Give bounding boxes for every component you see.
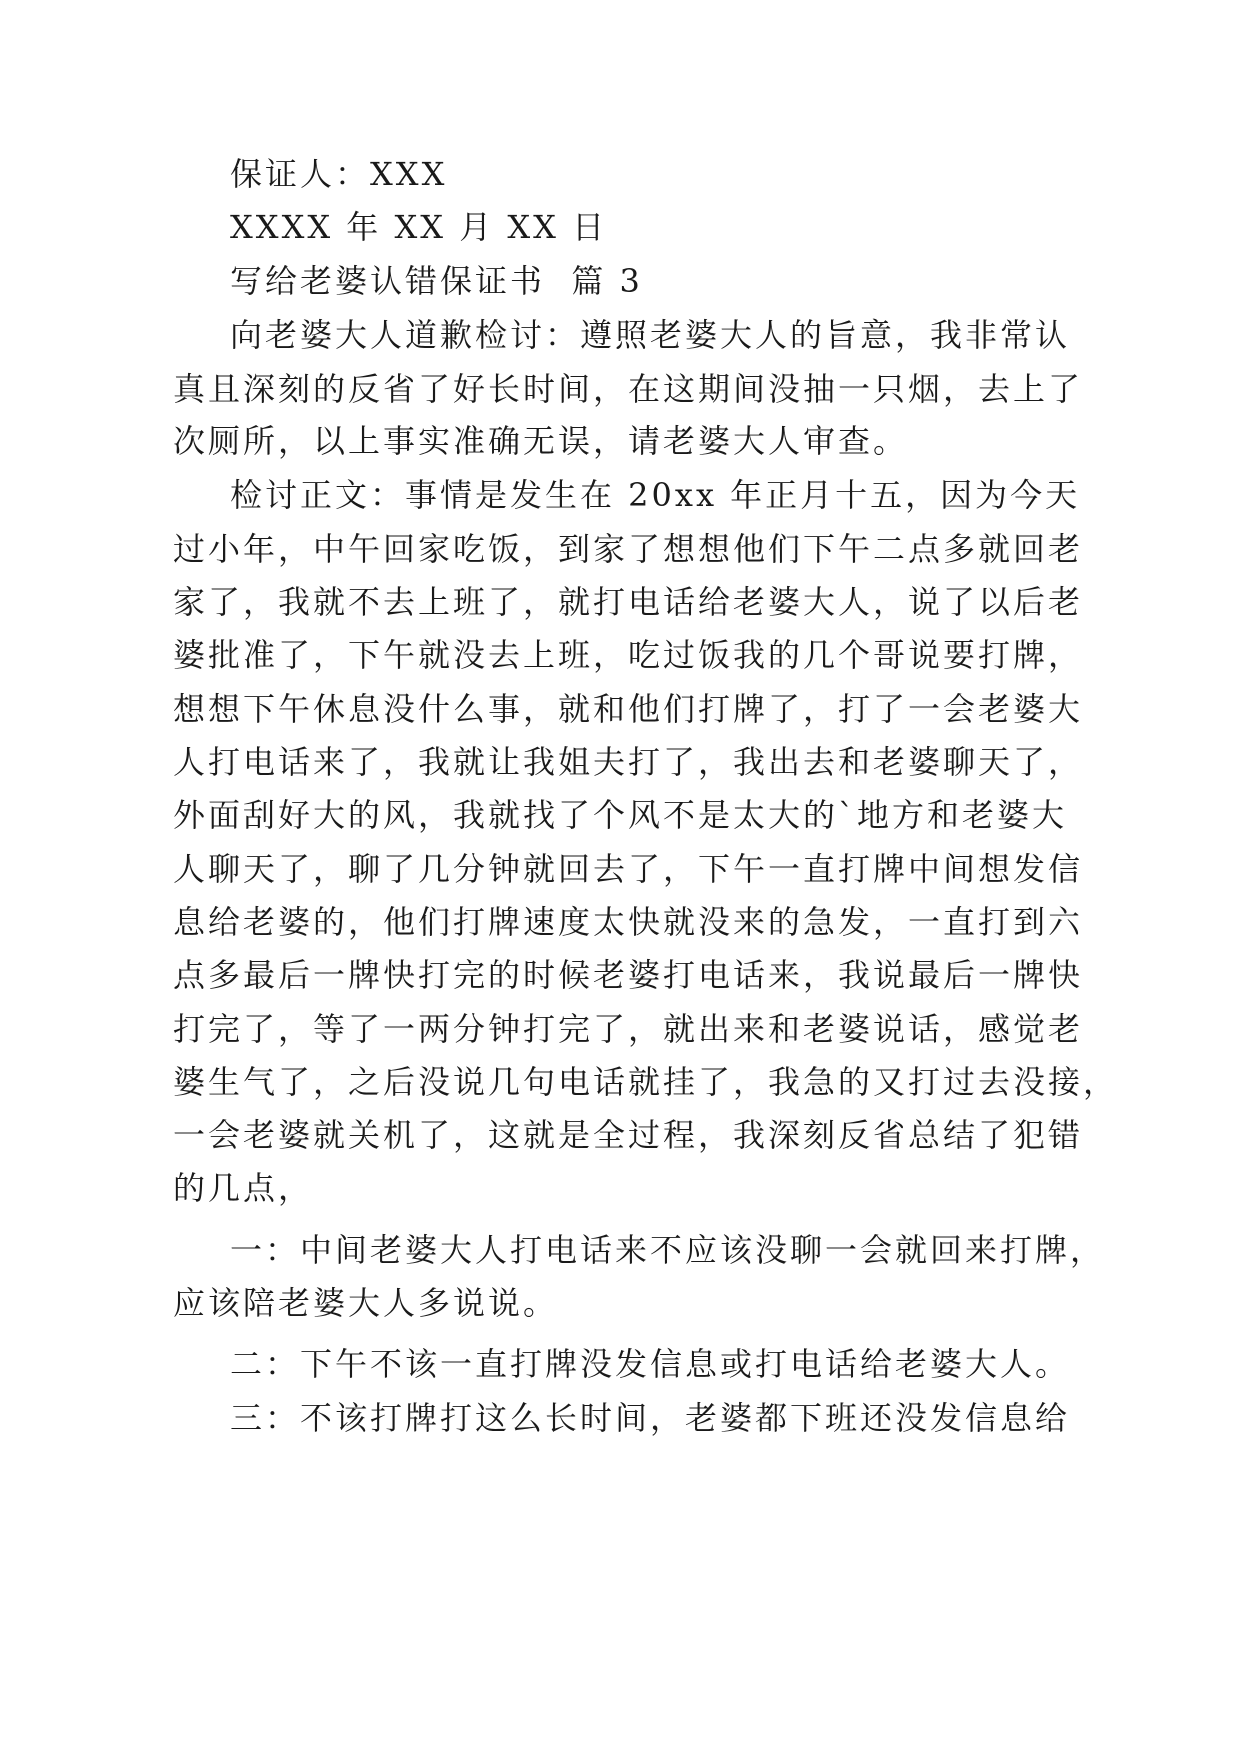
paragraph-line: 家了，我就不去上班了，就打电话给老婆大人，说了以后老 <box>173 583 1084 621</box>
paragraph-line: 息给老婆的，他们打牌速度太快就没来的急发，一直打到六 <box>173 903 1084 941</box>
paragraph-line: 的几点， <box>173 1169 314 1207</box>
paragraph-line: 检讨正文：事情是发生在 20xx 年正月十五，因为今天 <box>230 476 1081 514</box>
paragraph-line: 人打电话来了，我就让我姐夫打了，我出去和老婆聊天了， <box>173 743 1084 781</box>
paragraph-line: 婆生气了，之后没说几句电话就挂了，我急的又打过去没接， <box>173 1063 1119 1101</box>
section-title: 写给老婆认错保证书 篇 3 <box>230 262 643 300</box>
paragraph-line: 一会老婆就关机了，这就是全过程，我深刻反省总结了犯错 <box>173 1116 1084 1154</box>
paragraph-line: 过小年，中午回家吃饭，到家了想想他们下午二点多就回老 <box>173 530 1084 568</box>
list-item-two: 二：下午不该一直打牌没发信息或打电话给老婆大人。 <box>230 1345 1071 1383</box>
paragraph-line: 想想下午休息没什么事，就和他们打牌了，打了一会老婆大 <box>173 690 1084 728</box>
paragraph-line: 向老婆大人道歉检讨：遵照老婆大人的旨意，我非常认 <box>230 316 1071 354</box>
paragraph-line: 人聊天了，聊了几分钟就回去了，下午一直打牌中间想发信 <box>173 850 1084 888</box>
paragraph-line: 点多最后一牌快打完的时候老婆打电话来，我说最后一牌快 <box>173 956 1084 994</box>
paragraph-line: 打完了，等了一两分钟打完了，就出来和老婆说话，感觉老 <box>173 1010 1084 1048</box>
list-item-one: 一：中间老婆大人打电话来不应该没聊一会就回来打牌， <box>230 1231 1106 1269</box>
paragraph-line: 真且深刻的反省了好长时间，在这期间没抽一只烟，去上了 <box>173 370 1084 408</box>
list-item-three: 三：不该打牌打这么长时间，老婆都下班还没发信息给 <box>230 1399 1071 1437</box>
paragraph-line: 次厕所，以上事实准确无误，请老婆大人审查。 <box>173 422 909 460</box>
paragraph-line: 外面刮好大的风，我就找了个风不是太大的`地方和老婆大 <box>173 796 1068 834</box>
document-body <box>173 0 1119 1508</box>
guarantor-line: 保证人：XXX <box>230 155 448 193</box>
date-line: XXXX 年 XX 月 XX 日 <box>230 208 608 246</box>
paragraph-line: 婆批准了，下午就没去上班，吃过饭我的几个哥说要打牌， <box>173 636 1084 674</box>
list-item-one-continued: 应该陪老婆大人多说说。 <box>173 1284 559 1322</box>
